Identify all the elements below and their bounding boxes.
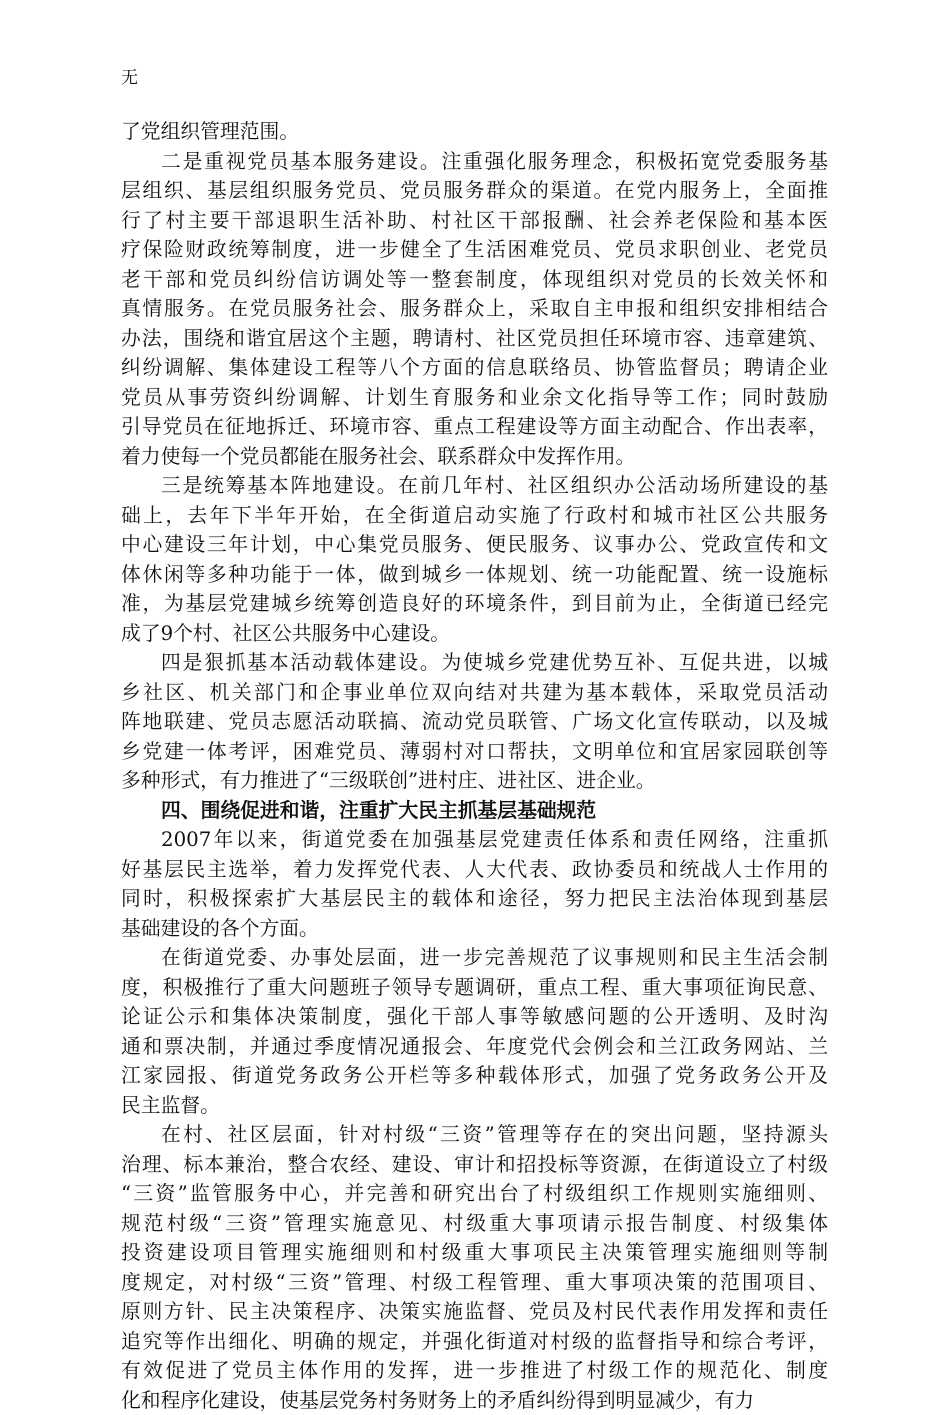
text-line: 三是统筹基本阵地建设。在前几年村、社区组织办公活动场所建设的基 xyxy=(121,471,828,501)
text-line: 化和程序化建设，使基层党务村务财务上的矛盾纠纷得到明显减少，有力 xyxy=(121,1386,828,1415)
text-line: 江家园报、街道党务政务公开栏等多种载体形式，加强了党务政务公开及 xyxy=(121,1061,828,1091)
section-heading xyxy=(121,796,828,826)
text-line: 层组织、基层组织服务党员、党员服务群众的渠道。在党内服务上，全面推 xyxy=(121,176,828,206)
text-line: 中心建设三年计划，中心集党员服务、便民服务、议事办公、党政宣传和文 xyxy=(121,530,828,560)
text-line: 治理、标本兼治，整合农经、建设、审计和招投标等资源，在街道设立了村级 xyxy=(121,1150,828,1180)
text-line: 二是重视党员基本服务建设。注重强化服务理念，积极拓宽党委服务基 xyxy=(121,147,828,177)
paragraph xyxy=(121,943,828,1120)
text-line: 四是狠抓基本活动载体建设。为使城乡党建优势互补、互促共进，以城 xyxy=(121,648,828,678)
text-line: “三资”监管服务中心，并完善和研究出台了村级组织工作规则实施细则、 xyxy=(121,1179,828,1209)
text-line: 民主监督。 xyxy=(121,1091,828,1121)
page-header: 无 xyxy=(121,68,138,88)
text-line: 疗保险财政统筹制度，进一步健全了生活困难党员、党员求职创业、老党员 xyxy=(121,235,828,265)
text-line: 好基层民主选举，着力发挥党代表、人大代表、政协委员和统战人士作用的 xyxy=(121,855,828,885)
text-line: 纠纷调解、集体建设工程等八个方面的信息联络员、协管监督员；聘请企业 xyxy=(121,353,828,383)
text-line: 多种形式，有力推进了“三级联创”进村庄、进社区、进企业。 xyxy=(121,766,828,796)
text-line: 乡党建一体考评，困难党员、薄弱村对口帮扶，文明单位和宜居家园联创等 xyxy=(121,737,828,767)
paragraph xyxy=(121,147,828,472)
text-line: 在街道党委、办事处层面，进一步完善规范了议事规则和民主生活会制 xyxy=(121,943,828,973)
text-line: 同时，积极探索扩大基层民主的载体和途径，努力把民主法治体现到基层 xyxy=(121,884,828,914)
text-line: 2007年以来，街道党委在加强基层党建责任体系和责任网络，注重抓 xyxy=(121,825,828,855)
text-line: 度，积极推行了重大问题班子领导专题调研，重点工程、重大事项征询民意、 xyxy=(121,973,828,1003)
text-line: 办法，围绕和谐宜居这个主题，聘请村、社区党员担任环境市容、违章建筑、 xyxy=(121,324,828,354)
paragraph xyxy=(121,825,828,943)
text-line: 乡社区、机关部门和企事业单位双向结对共建为基本载体，采取党员活动 xyxy=(121,678,828,708)
text-line: 真情服务。在党员服务社会、服务群众上，采取自主申报和组织安排相结合 xyxy=(121,294,828,324)
paragraph xyxy=(121,648,828,796)
heading-text: 四、围绕促进和谐，注重扩大民主抓基层基础规范 xyxy=(121,796,828,826)
text-line: 有效促进了党员主体作用的发挥，进一步推进了村级工作的规范化、制度 xyxy=(121,1356,828,1386)
text-line: 阵地联建、党员志愿活动联搞、流动党员联管、广场文化宣传联动，以及城 xyxy=(121,707,828,737)
text-line: 成了9个村、社区公共服务中心建设。 xyxy=(121,619,828,649)
text-line: 引导党员在征地拆迁、环境市容、重点工程建设等方面主动配合、作出表率， xyxy=(121,412,828,442)
paragraph xyxy=(121,471,828,648)
text-line: 体休闲等多种功能于一体，做到城乡一体规划、统一功能配置、统一设施标 xyxy=(121,560,828,590)
text-line: 行了村主要干部退职生活补助、村社区干部报酬、社会养老保险和基本医 xyxy=(121,206,828,236)
text-line: 基础建设的各个方面。 xyxy=(121,914,828,944)
text-line: 在村、社区层面，针对村级“三资”管理等存在的突出问题，坚持源头 xyxy=(121,1120,828,1150)
text-line: 老干部和党员纠纷信访调处等一整套制度，体现组织对党员的长效关怀和 xyxy=(121,265,828,295)
text-line: 投资建设项目管理实施细则和村级重大事项民主决策管理实施细则等制 xyxy=(121,1238,828,1268)
document-body xyxy=(121,117,828,1415)
text-line: 规范村级“三资”管理实施意见、村级重大事项请示报告制度、村级集体 xyxy=(121,1209,828,1239)
text-line: 党员从事劳资纠纷调解、计划生育服务和业余文化指导等工作；同时鼓励 xyxy=(121,383,828,413)
text-line: 通和票决制，并通过季度情况通报会、年度党代会例会和兰江政务网站、兰 xyxy=(121,1032,828,1062)
paragraph xyxy=(121,1120,828,1415)
text-line: 度规定，对村级“三资”管理、村级工程管理、重大事项决策的范围项目、 xyxy=(121,1268,828,1298)
text-line: 着力使每一个党员都能在服务社会、联系群众中发挥作用。 xyxy=(121,442,828,472)
text-line: 追究等作出细化、明确的规定，并强化街道对村级的监督指导和综合考评， xyxy=(121,1327,828,1357)
text-line: 论证公示和集体决策制度，强化干部人事等敏感问题的公开透明、及时沟 xyxy=(121,1002,828,1032)
text-line: 了党组织管理范围。 xyxy=(121,117,828,147)
text-line: 础上，去年下半年开始，在全街道启动实施了行政村和城市社区公共服务 xyxy=(121,501,828,531)
text-line: 原则方针、民主决策程序、决策实施监督、党员及村民代表作用发挥和责任 xyxy=(121,1297,828,1327)
paragraph xyxy=(121,117,828,147)
text-line: 准，为基层党建城乡统筹创造良好的环境条件，到目前为止，全街道已经完 xyxy=(121,589,828,619)
